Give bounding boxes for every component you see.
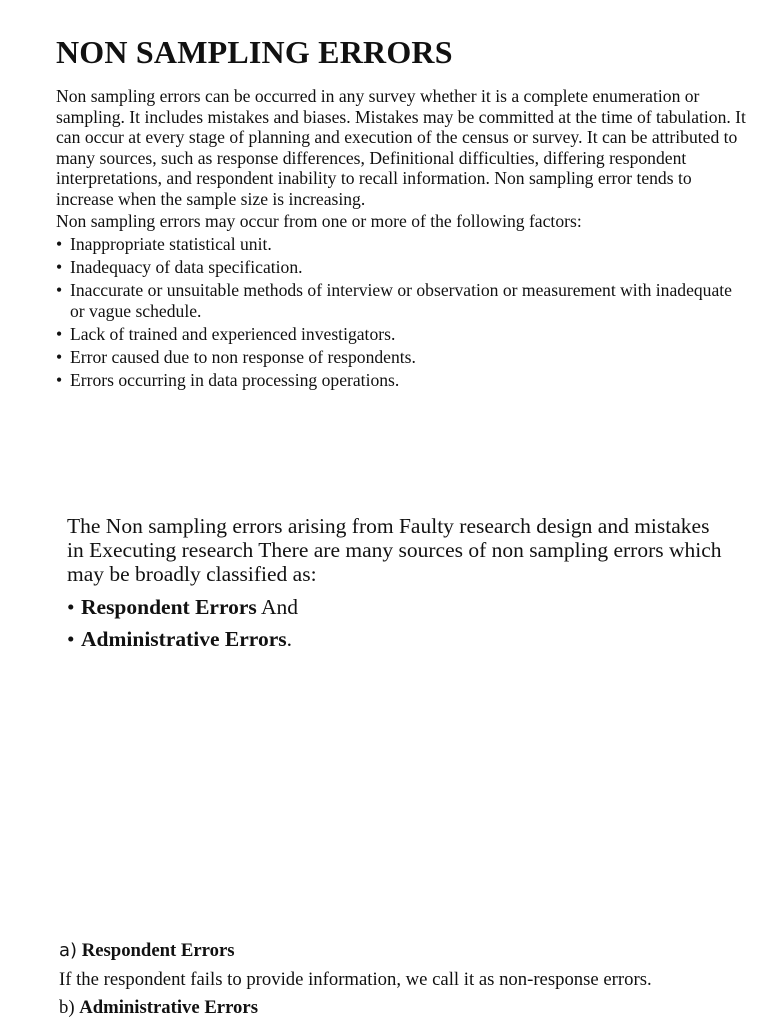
subsection-heading-respondent: [59, 940, 235, 962]
classification-list: [67, 593, 298, 657]
factors-lead-text: Non sampling errors may occur from one or more of the following factors:: [56, 211, 582, 231]
list-item: [56, 347, 746, 368]
page-title: NON SAMPLING ERRORS: [56, 34, 453, 70]
class-suffix: And: [256, 595, 299, 619]
list-item-text: Error caused due to non response of respondents.: [70, 346, 416, 367]
list-item: [56, 234, 746, 255]
list-item: [56, 324, 746, 345]
list-item-text: Inappropriate statistical unit.: [70, 234, 272, 254]
subsection-heading-administrative: [59, 997, 258, 1019]
list-item-text: Lack of trained and experienced investigators.: [70, 323, 396, 344]
list-item-text: Errors occurring in data processing operations.: [70, 369, 400, 390]
bullet-icon: •: [56, 346, 63, 367]
bullet-icon: •: [56, 256, 63, 277]
list-item: [56, 280, 746, 321]
subsection-letter: a): [59, 940, 78, 961]
list-item: [56, 257, 746, 278]
bullet-icon: •: [56, 234, 63, 254]
list-item-text: Inaccurate or unsuitable methods of interview or observation or measurement with inadequate or vague schedule.: [70, 279, 732, 321]
bullet-icon: •: [67, 595, 75, 619]
class-name: Respondent Errors: [81, 595, 257, 619]
bullet-icon: •: [56, 369, 63, 390]
bullet-icon: •: [56, 279, 63, 300]
class-suffix: .: [286, 627, 292, 651]
class-name: Administrative Errors: [81, 627, 287, 651]
subsection-title: Respondent Errors: [81, 940, 235, 961]
bullet-icon: •: [67, 627, 75, 651]
intro-paragraph: Non sampling errors can be occurred in any survey whether it is a complete enumeration or sampling. It includes mistakes and biases. Mistakes may be committed at the time of tabulation. It can occur at every stage of planning and execution of the census or survey. It can be attributed to many sources, such as response differences, Definitional difficulties, differing respondent interpretations, and respondent inability to recall information. Non sampling error tends to increase when the sample size is increasing.: [56, 86, 746, 209]
subsection-title: Administrative Errors: [79, 997, 258, 1018]
bullet-icon: •: [56, 323, 63, 344]
list-item: [56, 370, 746, 391]
subsection-letter: b): [59, 997, 75, 1018]
factors-list: [56, 234, 746, 393]
list-item: [67, 625, 298, 653]
list-item: [67, 593, 298, 621]
classification-paragraph: The Non sampling errors arising from Faulty research design and mistakes in Executing research There are many sources of non sampling errors which may be broadly classified as:: [67, 514, 722, 586]
list-item-text: Inadequacy of data specification.: [70, 256, 303, 277]
subsection-text-respondent: If the respondent fails to provide information, we call it as non-response errors.: [59, 969, 652, 990]
